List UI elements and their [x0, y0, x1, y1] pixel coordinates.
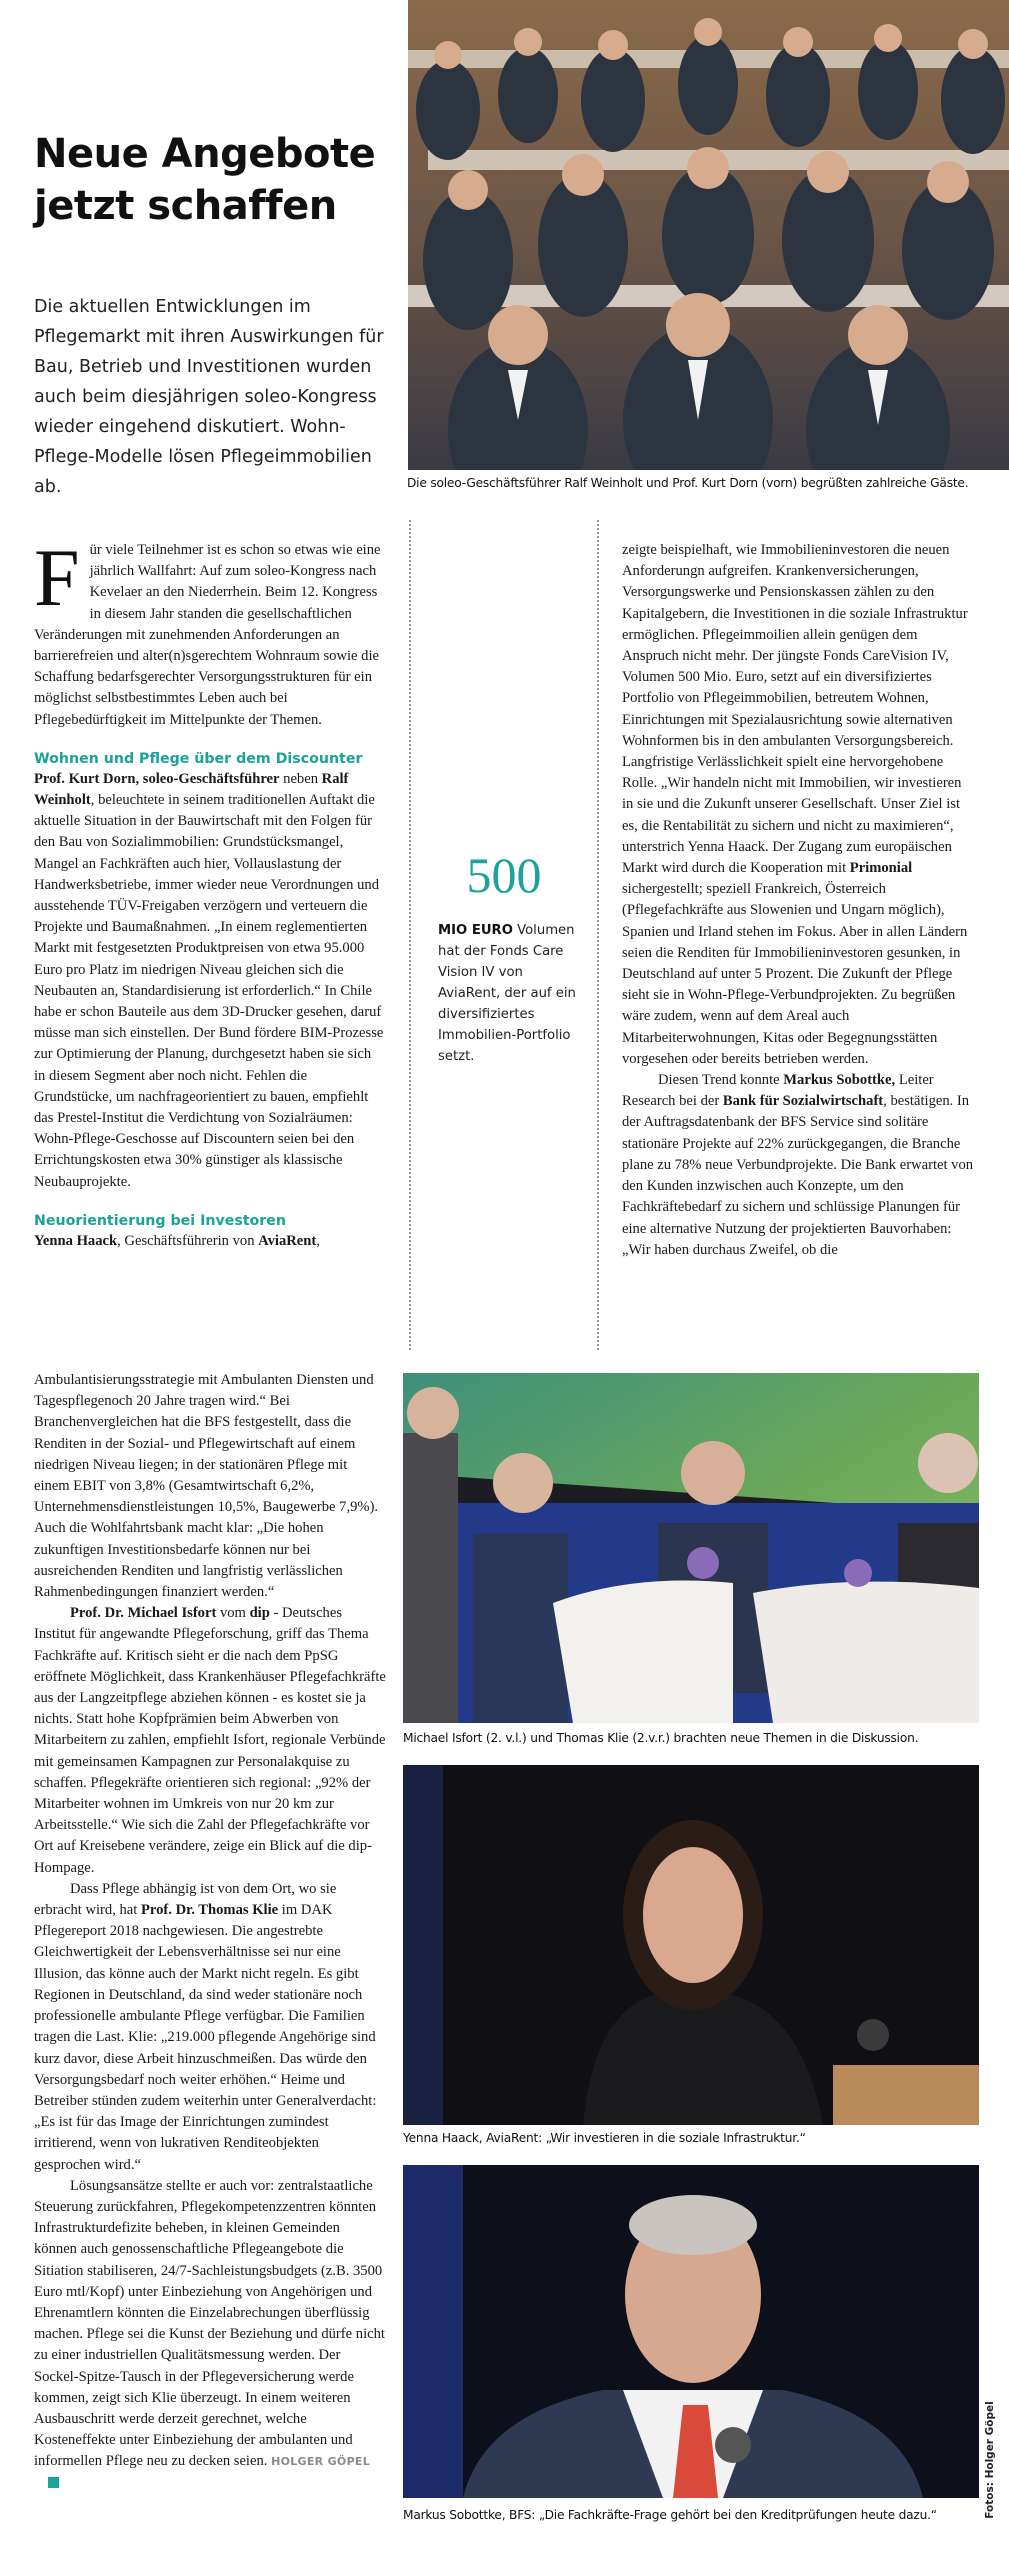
text: - Deutsches Institut für angewandte Pflegeforschung, griff das Thema Fachkräfte auf. Kritisch sieht er die nach dem PpSG eröffnete Möglichkeit, dass Krankenhäuser Pflegefachkräfte aus der Langzeitpflege abziehen können - es kostet sie ja nichts. Statt hohe Kopfprämien beim Abwerben von Mitarbeitern zu zahlen, empfiehlt Isfort, regionale Verbünde mit gemeinsamen Kampagnen zur Personalakquise zu schaffen. Pflegekräfte orientieren sich regional: „92% der Mitarbeiter wohnen im Umkreis von nur 20 km zur Arbeitsstelle.“ Wie sich die Zahl der Pflegefachkräfte vor Ort auf Kreisebene verändere, zeige ein Blick auf die dip-Hompage. [34, 1605, 386, 1876]
photo-yenna-haack [403, 1765, 979, 2125]
org-dip: dip [249, 1605, 270, 1622]
text: , [316, 1232, 320, 1249]
audience-image [408, 0, 1009, 470]
person-ralf-weinholt: Ralf Weinholt [34, 770, 349, 809]
continuation-paragraph-3 [34, 1879, 386, 2176]
text: zeigte beispielhaft, wie Immobilieninvestoren die neuen Anforderungn aufgreifen. Krankenversicherungen, Versorgungswerke und Pensionskassen zählen zu den Kapitalgebern, die Investitionen in die soziale Infrastruktur ermöglichen. Pflegeimmoilien allein genügen dem Anspruch nicht mehr. Der jüngste Fonds CareVision IV, Volumen 500 Mio. Euro, setzt auf ein diversifiziertes Portfolio von Pflegeimmobilien, betreutem Wohnen, Einrichtungen mit Spezialausrichtung sowie alternativen Wohnformen bis in den ambulanten Versorgungsbereich. Langfristige Verlässlichkeit spielt eine hervorgehobene Rolle. „Wir handeln nicht mit Immobilien, wir investieren in sie und die Zukunft unserer Gesellschaft. Unser Ziel ist es, die Rentabilität zu sichern und nicht zu maximieren“, unterstrich Yenna Haack. Der Zugang zum europäischen Markt wird durch die Kooperation mit [622, 542, 968, 877]
text: neben [279, 770, 322, 787]
intro-paragraph [34, 532, 386, 731]
photo-credit [980, 2401, 1000, 2519]
sobottke-image [403, 2165, 979, 2498]
text: Volumen hat der Fonds Care Vision IV von AviaRent, der auf ein diversifiziertes Immobilien-Portfolio setzt. [438, 923, 576, 1064]
dropcap: F [34, 532, 80, 623]
text: Lösungsansätze stellte er auch vor: zentralstaatliche Steuerung zurückfahren, Pflegekompetenzzentren könnten Infrastrukturdefizite beheben, in kleinen Gemeinden können auch genossenschaftliche Pflegeangebote die Sitiation stabiliseren, 24/7-Sachleistungsbudgets (z.B. 3500 Euro mtl/Kopf) unter Einbeziehung von Angehörigen und Ehrenamtlern könnten die Einzelabrechungen überflüssig machen. Pflege sei die Kunst der Beziehung und dürfe nicht zu einer industriellen Qualitätsmessung werden. Der Sockel-Spitze-Tausch in der Pflegeversicherung werde kommen, zeigt sich Klie überzeugt. In einem weiteren Ausbauschritt werde derzeit gerechnet, welche Kosteneffekte unter Einbeziehung der ambulanten und informellen Pflege neu zu decken seien. [34, 2177, 385, 2470]
continuation-paragraph-2 [34, 1603, 386, 1879]
person-kurt-dorn: Prof. Kurt Dorn, soleo-Geschäftsführer [34, 770, 280, 787]
section2-paragraph [34, 1231, 386, 1252]
text: , beleuchtete in seinem traditionellen Auftakt die aktuelle Situation in der Bauwirtschaft mit den Folgen für den Bau von Sozialimmobilien: Grundstücksmangel, Mangel an Fachkräften auch hier, Vollauslastung der Handwerksbetriebe, immer wieder neue Verordnungen und ausstehende TÜV-Freigaben verzögern und verteuern die Projekte und Baumaßnahmen. „In einem reglementierten Markt mit festgesetzten Produktpreisen von etwa 95.000 Euro pro Platz im niedrigen Niveau gleichen sich die Neubauten an, Standardisierung ist erforderlich.“ In Chile habe er schon Bauteile aus dem 3D-Drucker gesehen, daruf müsse man sich einstellen. Der Bund fördere BIM-Prozesse zur Optimierung der Planung, durchgesetzt haben sie sich in diesem Segment aber noch nicht. Fehlen die Grundstücke, um nachfrageorientiert zu bauen, empfiehlt das Prestel-Institut die Verdichtung von Sozialräumen: Wohn-Pflege-Geschosse auf Discountern seien bei den Errichtungskosten etwa 30% günstiger als klassische Neubauprojekte. [34, 792, 384, 1190]
photo-panel-discussion [403, 1373, 979, 1723]
right-paragraph-1 [622, 540, 974, 1070]
caption-haack: Yenna Haack, AviaRent: „Wir investieren in die soziale Infrastruktur.“ [403, 2131, 806, 2145]
text: Diesen Trend konnte [658, 1072, 784, 1089]
column-left-top [34, 532, 386, 1252]
right-paragraph-2 [622, 1070, 974, 1261]
end-mark-icon [48, 2477, 59, 2488]
photo-audience [408, 0, 1009, 470]
column-left-bottom [34, 1370, 386, 2494]
callout-box [409, 520, 599, 1350]
company-aviarent: AviaRent [258, 1232, 317, 1249]
person-markus-sobottke: Markus Sobottke, [783, 1072, 896, 1089]
author-byline: HOLGER GÖPEL [271, 2455, 371, 2469]
text: , bestätigen. In der Auftragsdatenbank der BFS Service sind solitäre stationäre Projekte auf 22% zurückgegangen, die Branche plane zu 78% neue Verbundprojekte. Die Bank erwartet von den Kunden inzwischen auch Konzepte, um den Fachkräftebedarf zu sichern und schlüssige Planungen für eine alternative Nutzung der projektierten Bauvorhaben: „Wir haben durchaus Zweifel, ob die [622, 1093, 974, 1258]
caption-panel: Michael Isfort (2. v.l.) und Thomas Klie (2.v.r.) brachten neue Themen in die Diskussion. [403, 1731, 919, 1745]
continuation-paragraph-4 [34, 2176, 386, 2494]
article-headline: Neue Angebote jetzt schaffen [34, 131, 376, 229]
callout-text [438, 920, 588, 1067]
photo-markus-sobottke [403, 2165, 979, 2498]
intro-text: ür viele Teilnehmer ist es schon so etwas wie eine jährlich Wallfahrt: Auf zum soleo-Kongress nach Kevelaer an den Niederrhein. Beim 12. Kongress in diesem Jahr standen die gesellschaftlichen Veränderungen mit zunehmenden Anforderungen an barrierefreien und alter(n)sgerechtem Wohnraum sowie die Schaffung bedarfsgerechter Versorgungsstrukturen für ein möglichst selbstbestimmtes Leben auch bei Pflegebedürftigkeit im Mittelpunkte der Themen. [34, 542, 381, 728]
haack-image [403, 1765, 979, 2125]
subheading-investoren: Neuorientierung bei Investoren [34, 1212, 287, 1229]
article-lede: Die aktuellen Entwicklungen im Pflegemarkt mit ihren Auswirkungen für Bau, Betrieb und Investitionen wurden auch beim diesjährigen soleo-Kongress wieder eingehend diskutiert. Wohn-Pflege-Modelle lösen Pflegeimmobilien ab. [34, 297, 384, 497]
column-right [622, 540, 974, 1261]
caption-sobottke: Markus Sobottke, BFS: „Die Fachkräfte-Frage gehört bei den Kreditprüfungen heute dazu.“ [403, 2508, 937, 2522]
text: im DAK Pflegereport 2018 nachgewiesen. Die angestrebte Gleichwertigkeit der Lebensverhältnisse sei nur eine Illusion, das könne auch der Markt nicht regeln. Es gibt Regionen in Deutschland, da sind weder stationäre noch professionelle ambulante Pflege verfügbar. Die Familien tragen die Last. Klie: „219.000 pflegende Angehörige sind kurz davor, diese Arbeit hinzuschmeißen. Das würde den Versorgungsbedarf noch weiter erhöhen.“ Heime und Betreiber stünden zudem weiterhin unter Generalverdacht: „Es ist für das Image der Einrichtungen zumindest irritierend, wenn von lukrativen Renditeobjekten gesprochen wird.“ [34, 1902, 377, 2173]
callout-unit: MIO EURO [438, 923, 513, 938]
text: vom [216, 1605, 250, 1622]
text: Dass Pflege abhängig ist von dem Ort, wo sie erbracht wird, hat [34, 1880, 337, 1919]
subheading-discounter: Wohnen und Pflege über dem Discounter [34, 750, 363, 767]
continuation-paragraph-1: Ambulantisierungsstrategie mit Ambulanten Diensten und Tagespflegenoch 20 Jahre tragen wird.“ Bei Branchenvergleichen hat die BFS festgestellt, dass die Renditen in der Sozial- und Pflegewirtschaft auf einem niedrigen Niveau liegen; in der stationären Pflege mit einem EBIT von 3,8% (Gesamtwirtschaft 6,2%, Unternehmensdienstleistungen 10,5%, Baugewerbe 7,9%). Auch die Wohlfahrtsbank macht klar: „Die hohen zukunftigen Investitionsbedarfe können nur bei ausreichenden Renditen und langfristig verlässlichen Rahmenbedingungen finanziert werden.“ [34, 1372, 379, 1601]
person-thomas-klie: Prof. Dr. Thomas Klie [140, 1902, 279, 1919]
callout-number: 500 [466, 847, 542, 903]
panel-image [403, 1373, 979, 1723]
photo-credit-text: Fotos: Holger Göpel [984, 2401, 996, 2519]
text: sichergestellt; speziell Frankreich, Österreich (Pflegefachkräfte aus Slowenien und Ungarn möglich), Spanien und Irland stehen im Fokus. Aber in allen Ländern seien die Renditen für Immobilieninvestoren gesunken, in Deutschland auf unter 5 Prozent. Die Zukunft der Pflege sieht sie in Wohn-Pflege-Verbundprojekten. Zu begrüßen wäre zudem, wenn auf dem Areal auch Mitarbeiterwohnungen, Kitas oder Begegnungsstätten vorgesehen oder bereits betrieben werden. [622, 881, 968, 1067]
text: , Geschäftsführerin von [117, 1232, 259, 1249]
company-primonial: Primonial [849, 860, 913, 877]
section1-paragraph [34, 769, 386, 1193]
text: Leiter Research bei der [622, 1072, 934, 1110]
caption-audience: Die soleo-Geschäftsführer Ralf Weinholt und Prof. Kurt Dorn (vorn) begrüßten zahlreiche Gäste. [407, 476, 969, 490]
person-michael-isfort: Prof. Dr. Michael Isfort [70, 1605, 217, 1622]
company-bfs: Bank für Sozialwirtschaft [722, 1093, 884, 1110]
person-yenna-haack: Yenna Haack [34, 1232, 118, 1249]
